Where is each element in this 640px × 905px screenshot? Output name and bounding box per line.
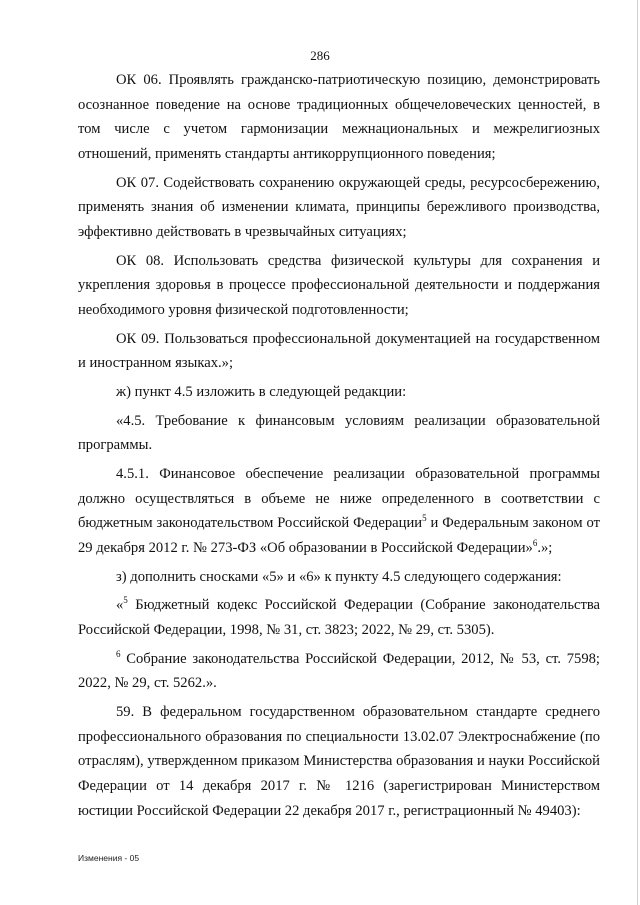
paragraph-4-5-1-text-b: и Федеральным законом от 29 декабря 2012 г. № 273-ФЗ «Об образовании в Российской Федерации»	[78, 515, 601, 556]
paragraph-4-5-1	[78, 462, 600, 560]
page-edge-line	[637, 0, 638, 905]
footnote-5-text: Бюджетный кодекс Российской Федерации (Собрание законодательства Российской Федерации, 1998, № 31, ст. 3823; 2022, № 29, ст. 5305).	[78, 597, 600, 638]
paragraph-ok09: ОК 09. Пользоваться профессиональной документацией на государственном и иностранном языках.»;	[78, 330, 600, 372]
paragraph-ok08: ОК 08. Использовать средства физической культуры для сохранения и укрепления здоровья в процессе профессиональной деятельности и поддержания необходимого уровня физической подготовленности;	[78, 252, 600, 318]
footnote-5	[78, 593, 600, 642]
footnote-6	[78, 647, 600, 696]
footnote-ref-5: 5	[422, 513, 427, 524]
footnote-5-mark: 5	[123, 595, 128, 606]
paragraph-item-zh: ж) пункт 4.5 изложить в следующей редакции:	[116, 383, 407, 400]
paragraph-4-5-1-text-a: 4.5.1. Финансовое обеспечение реализации образовательной программы должно осуществляться в объеме не ниже определенного в соответствии с бюджетным законодательством Российской Федерации	[78, 466, 600, 532]
paragraph-4-5-1-text-c: .»;	[537, 539, 553, 556]
paragraph-item-z: з) дополнить сносками «5» и «6» к пункту 4.5 следующего содержания:	[116, 568, 562, 585]
footnote-6-mark: 6	[116, 648, 121, 659]
paragraph-4-5: «4.5. Требование к финансовым условиям реализации образовательной программы.	[78, 412, 600, 454]
footnote-ref-6: 6	[532, 537, 538, 548]
paragraph-ok07: ОК 07. Содействовать сохранению окружающей среды, ресурсосбережению, применять знания об изменении климата, принципы бережливого производства, эффективно действовать в чрезвычайных ситуациях;	[78, 174, 600, 240]
paragraph-59: 59. В федеральном государственном образовательном стандарте среднего профессионального образования по специальности 13.02.07 Электроснабжение (по отраслям), утвержденном приказом Министерства образования и науки Российской Федерации от 14 декабря 2017 г. № 1216 (зарегистрирован Министерством юстиции Российской Федерации 22 декабря 2017 г., регистрационный № 49403):	[78, 704, 600, 819]
footnote-6-text: Собрание законодательства Российской Федерации, 2012, № 53, ст. 7598; 2022, № 29, ст. 5262.».	[78, 650, 600, 692]
page-number: 286	[310, 48, 330, 63]
footnote-5-quote: «	[116, 597, 124, 614]
footer-label: Изменения - 05	[78, 853, 140, 863]
document-body	[78, 68, 600, 823]
paragraph-ok06: ОК 06. Проявлять гражданско-патриотическую позицию, демонстрировать осознанное поведение на основе традиционных общечеловеческих ценностей, в том числе с учетом гармонизации межнациональных и межрелигиозных отношений, применять стандарты антикоррупционного поведения;	[78, 72, 600, 162]
